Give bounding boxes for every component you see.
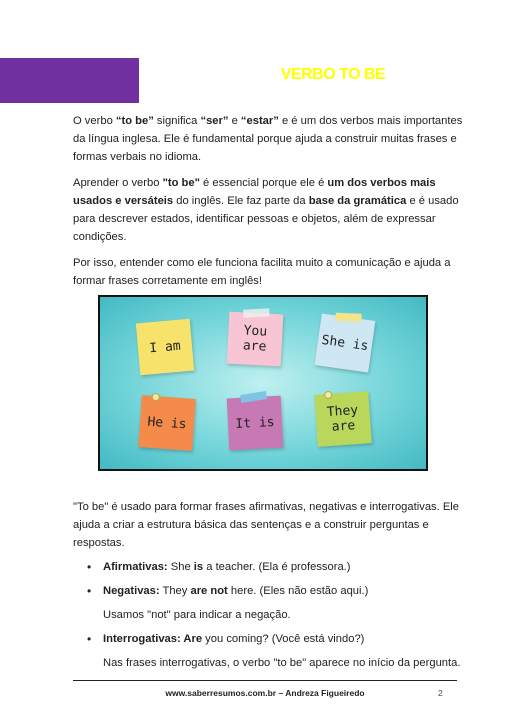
page-number: 2	[438, 688, 443, 698]
forms-list	[73, 558, 465, 600]
bullet-icon: •	[87, 584, 92, 598]
pronoun-sticky-notes-image	[98, 295, 428, 471]
negation-note: Usamos "not" para indicar a negação.	[103, 609, 291, 621]
pin-icon	[324, 391, 333, 400]
interrogative-note: Nas frases interrogativas, o verbo "to be" aparece no início da pergunta.	[103, 657, 461, 669]
sticky-note-he-is: He is	[138, 395, 195, 451]
sticky-note-they-are: They are	[314, 391, 371, 447]
header-accent-bar	[0, 58, 139, 103]
footer-divider	[73, 680, 457, 681]
tape-strip	[335, 313, 361, 322]
tape-strip	[240, 391, 267, 403]
list-item-interrogativas: • Interrogativas: Are you coming? (Você está vindo?)	[87, 632, 365, 646]
sticky-note-i-am: I am	[136, 319, 194, 376]
intro-paragraph-3: Por isso, entender como ele funciona facilita muito a comunicação e ajuda a formar frases corretamente em inglês!	[73, 257, 451, 287]
pin-icon	[152, 393, 161, 402]
page-title: VERBO TO BE	[280, 66, 386, 83]
footer-credit: www.saberresumos.com.br – Andreza Figueiredo	[165, 688, 365, 698]
list-item-afirmativas: • Afirmativas: She is a teacher. (Ela é professora.)	[87, 560, 351, 574]
sticky-note-you-are: You are	[227, 312, 284, 367]
forms-list-cont	[73, 630, 465, 648]
tape-strip	[243, 308, 269, 317]
list-item-negativas: • Negativas: They are not here. (Eles não estão aqui.)	[87, 584, 369, 598]
bullet-icon: •	[87, 632, 92, 646]
intro-paragraph-2: Aprender o verbo "to be" é essencial porque ele é um dos verbos mais usados e versáteis do inglês. Ele faz parte da base da gramática e é usado para descrever estados, identificar pessoas e objetos, além de expressar condições.	[73, 177, 459, 243]
sticky-note-she-is: She is	[315, 313, 376, 372]
bullet-icon: •	[87, 560, 92, 574]
intro-section	[73, 112, 465, 298]
usage-section	[73, 498, 465, 678]
sticky-note-it-is: It is	[227, 396, 284, 451]
usage-paragraph: "To be" é usado para formar frases afirmativas, negativas e interrogativas. Ele ajuda a criar a estrutura básica das sentenças e a construir perguntas e respostas.	[73, 501, 460, 549]
intro-paragraph-1: O verbo “to be” significa “ser” e “estar” e é um dos verbos mais importantes da língua inglesa. Ele é fundamental porque ajuda a construir muitas frases e formas verbais no idioma.	[73, 115, 463, 163]
